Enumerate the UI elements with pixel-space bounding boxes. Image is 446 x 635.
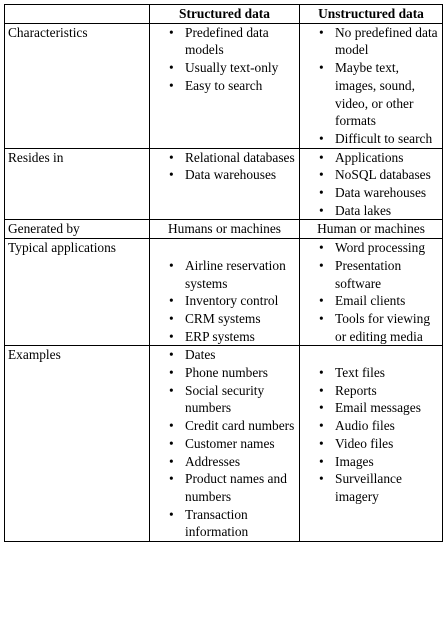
row-label-typical-applications: Typical applications (5, 239, 150, 346)
row-label-resides-in: Resides in (5, 148, 150, 220)
list-item: • Easy to search (153, 77, 296, 95)
list-item: • Email messages (303, 399, 439, 417)
list-item: • No predefined data model (303, 24, 439, 59)
cell-structured-resides-in (150, 148, 300, 220)
header-row (5, 5, 443, 24)
list-item: • NoSQL databases (303, 166, 439, 184)
row-examples (5, 346, 443, 542)
bullet-list (303, 149, 439, 220)
header-cell-empty (5, 5, 150, 24)
list-item: • Word processing (303, 239, 439, 257)
list-item: • Usually text-only (153, 59, 296, 77)
cell-structured-generated-by: Humans or machines (150, 220, 300, 239)
list-item: • Data warehouses (303, 184, 439, 202)
list-item: • Video files (303, 435, 439, 453)
bullet-list (153, 24, 296, 95)
list-item: • Text files (303, 364, 439, 382)
list-item: • Credit card numbers (153, 417, 296, 435)
cell-unstructured-resides-in (300, 148, 443, 220)
bullet-list (303, 239, 439, 345)
spacer (153, 239, 296, 257)
list-item: • Data lakes (303, 202, 439, 220)
row-resides-in (5, 148, 443, 220)
row-label-characteristics: Characteristics (5, 23, 150, 148)
cell-structured-typical-applications (150, 239, 300, 346)
header-unstructured-data: Unstructured data (300, 5, 443, 24)
list-item: • Reports (303, 382, 439, 400)
cell-unstructured-examples (300, 346, 443, 542)
cell-unstructured-characteristics (300, 23, 443, 148)
list-item: • Addresses (153, 453, 296, 471)
list-item: • ERP systems (153, 328, 296, 346)
list-item: • Presentation software (303, 257, 439, 292)
list-item: • Predefined data models (153, 24, 296, 59)
list-item: • Applications (303, 149, 439, 167)
list-item: • Social security numbers (153, 382, 296, 417)
list-item: • Airline reservation systems (153, 257, 296, 292)
list-item: • Tools for viewing or editing media (303, 310, 439, 345)
list-item: • Surveillance imagery (303, 470, 439, 505)
list-item: • Images (303, 453, 439, 471)
comparison-table (4, 4, 443, 542)
spacer (303, 346, 439, 364)
list-item: • Maybe text, images, sound, video, or other formats (303, 59, 439, 130)
row-label-generated-by: Generated by (5, 220, 150, 239)
cell-unstructured-generated-by: Human or machines (300, 220, 443, 239)
row-generated-by (5, 220, 443, 239)
header-structured-data: Structured data (150, 5, 300, 24)
list-item: • Difficult to search (303, 130, 439, 148)
bullet-list (153, 149, 296, 184)
cell-unstructured-typical-applications (300, 239, 443, 346)
list-item: • Inventory control (153, 292, 296, 310)
row-typical-applications (5, 239, 443, 346)
list-item: • Dates (153, 346, 296, 364)
cell-structured-characteristics (150, 23, 300, 148)
list-item: • Data warehouses (153, 166, 296, 184)
row-label-examples: Examples (5, 346, 150, 542)
list-item: • Customer names (153, 435, 296, 453)
bullet-list (303, 364, 439, 506)
bullet-list (303, 24, 439, 148)
list-item: • Transaction information (153, 506, 296, 541)
list-item: • CRM systems (153, 310, 296, 328)
list-item: • Email clients (303, 292, 439, 310)
row-characteristics (5, 23, 443, 148)
bullet-list (153, 346, 296, 541)
cell-structured-examples (150, 346, 300, 542)
list-item: • Product names and numbers (153, 470, 296, 505)
list-item: • Phone numbers (153, 364, 296, 382)
list-item: • Audio files (303, 417, 439, 435)
list-item: • Relational databases (153, 149, 296, 167)
bullet-list (153, 257, 296, 346)
